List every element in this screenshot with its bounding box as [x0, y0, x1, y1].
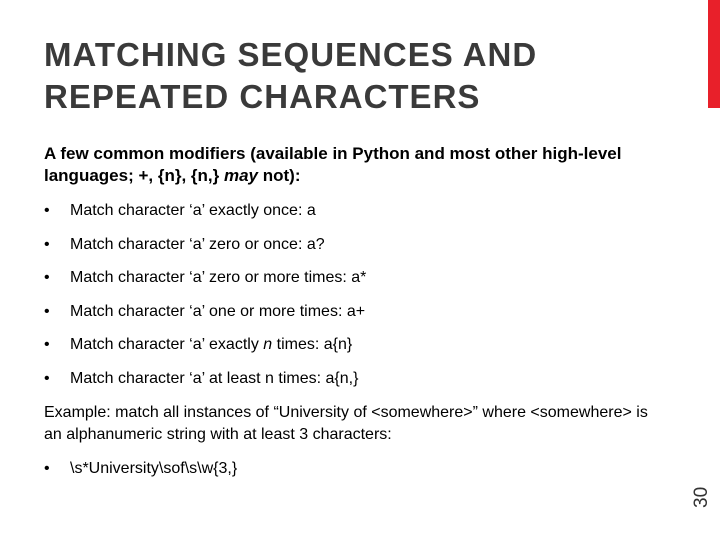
list-item: [44, 268, 664, 302]
bullet-icon: •: [44, 336, 50, 353]
intro-text-part2: not):: [258, 166, 301, 185]
list-item-text-end: times: a{n}: [272, 336, 353, 353]
list-item-text: Match character ‘a’ at least n times: a{n,}: [70, 369, 359, 387]
bullet-icon: •: [44, 269, 50, 286]
bullet-icon: •: [44, 202, 50, 219]
list-item-text: Match character ‘a’ exactly once: a: [70, 202, 316, 219]
slide-title-line-1: MATCHING SEQUENCES AND: [44, 36, 538, 73]
intro-emphasis: may: [223, 166, 258, 185]
bullet-icon: •: [44, 369, 50, 387]
modifier-list: [44, 201, 664, 402]
list-item: [44, 201, 664, 235]
intro-paragraph: [44, 143, 664, 187]
list-item-text: Match character ‘a’ zero or once: a?: [70, 235, 325, 253]
list-item: [44, 369, 664, 403]
list-item: [44, 235, 664, 269]
list-item: [44, 302, 664, 336]
list-item-text: Match character ‘a’ one or more times: a+: [70, 302, 366, 320]
bullet-icon: •: [44, 302, 50, 320]
accent-bar: [708, 0, 720, 108]
list-item: [44, 335, 664, 369]
list-item: [44, 459, 664, 479]
intro-text-part1: A few common modifiers (available in Python and most other high-level languages; +, {n}, {n,}: [44, 144, 622, 185]
slide-title-line-2: REPEATED CHARACTERS: [44, 78, 481, 115]
example-list: [44, 459, 664, 479]
regex-example: \s*University\sof\s\w{3,}: [70, 460, 238, 477]
bullet-icon: •: [44, 235, 50, 253]
list-item-text: Match character ‘a’ exactly: [70, 336, 264, 353]
example-paragraph: Example: match all instances of “University of <somewhere>” where <somewhere> is an alphanumeric string with at least 3 characters:: [44, 404, 648, 443]
slide-title: [44, 34, 664, 118]
page-number: 30: [691, 486, 712, 508]
bullet-icon: •: [44, 460, 50, 477]
list-item-emphasis: n: [263, 336, 273, 353]
list-item-text: Match character ‘a’ zero or more times: a*: [70, 269, 367, 286]
